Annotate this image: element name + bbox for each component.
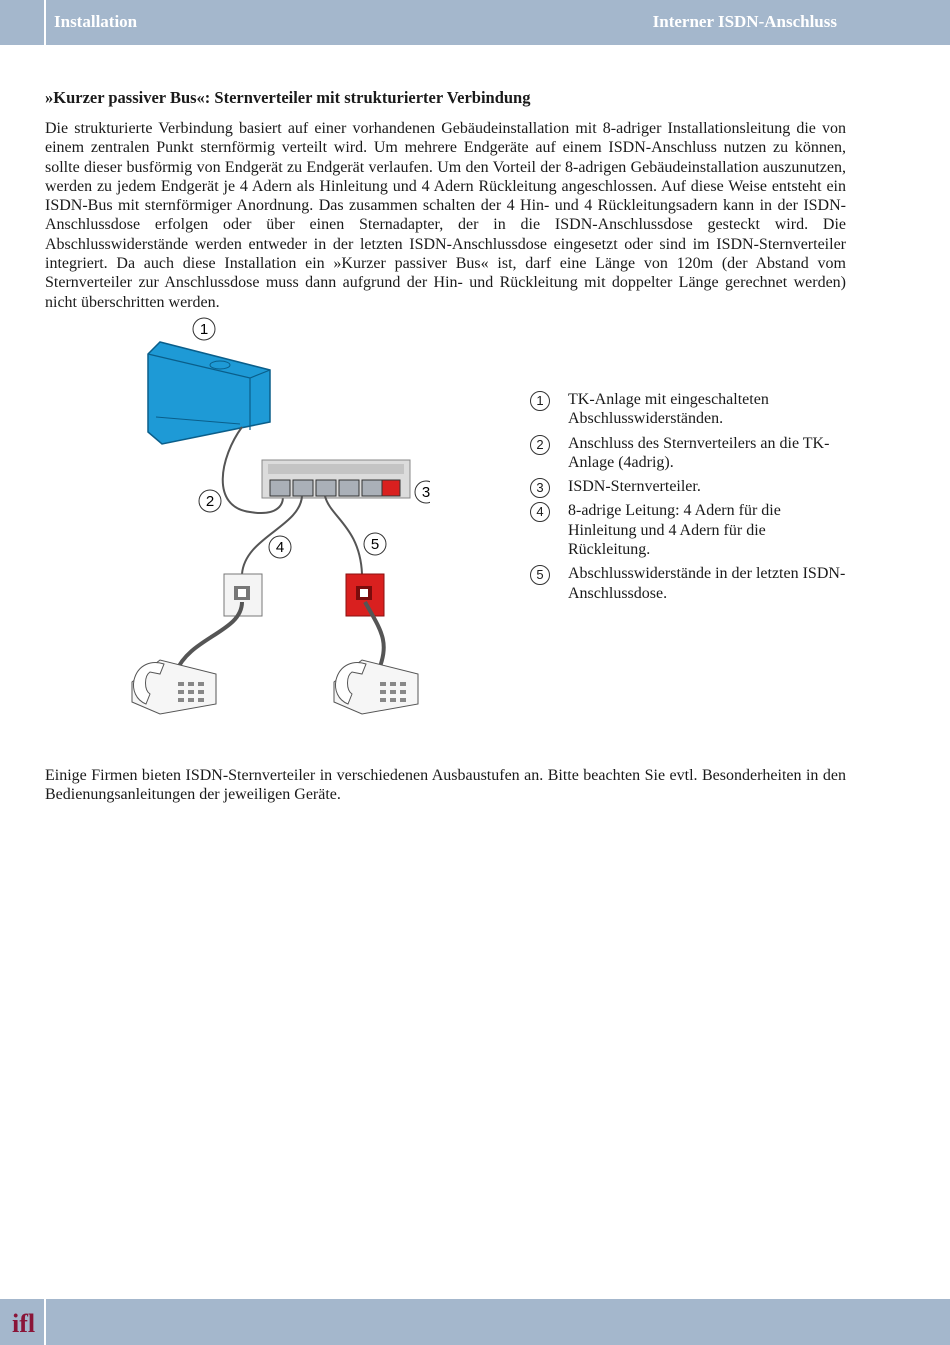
section-title: »Kurzer passiver Bus«: Sternverteiler mit strukturierter Verbindung <box>45 88 531 107</box>
legend-item <box>530 434 850 473</box>
paragraph-intro: Die strukturierte Verbindung basiert auf einer vorhandenen Gebäudeinstallation mit 8-adriger Installationsleitung die von einem zentralen Punkt sternförmig verteilt wird. Um mehrere Endgeräte auf einem ISDN-Anschluss nutzen zu können, sollte dieser busförmig von Endgerät zu Endgerät verlaufen. Um den Vorteil der 8-adrigen Gebäudeinstallation auszunutzen, werden zu jedem Endgerät je 4 Adern als Hinleitung und 4 Adern Rückleitung angeschlossen. Auf diese Weise entsteht ein ISDN-Bus mit sternförmiger Anordnung. Das zusammen schalten der 4 Hin- und 4 Rückleitungsadern kann in der ISDN-Anschlussdose erfolgen oder über einen Sternadapter, der in die ISDN-Anschlussdose gesteckt wird. Die Abschlusswiderstände werden entweder in der letzten ISDN-Anschlussdose eingesetzt oder sind im ISDN-Sternverteiler integriert. Da auch diese Installation ein »Kurzer passiver Bus« ist, darf eine Länge von 120m (der Abstand vom Sternverteiler zur Anschlussdose muss dann aufgrund der Hin- und Rückleitung mit doppelter Länge gerechnet werden) nicht überschritten werden. <box>45 120 846 311</box>
svg-text:4: 4 <box>275 539 285 556</box>
callout-4 <box>269 536 291 558</box>
legend-item <box>530 564 850 603</box>
legend-number: 3 <box>530 478 550 498</box>
svg-text:5: 5 <box>370 536 380 553</box>
callout-2 <box>199 490 221 512</box>
legend-text: TK-Anlage mit eingeschalteten Abschlusswiderständen. <box>568 391 769 428</box>
installation-diagram <box>120 312 430 722</box>
legend-text: ISDN-Sternverteiler. <box>568 478 701 496</box>
legend-text: 8-adrige Leitung: 4 Adern für die Hinleitung und 4 Adern für die Rückleitung. <box>568 502 781 559</box>
tk-anlage-device <box>148 342 270 444</box>
callout-1 <box>193 318 215 340</box>
legend-item <box>530 501 850 559</box>
footer-tab <box>0 1299 46 1345</box>
legend-item <box>530 390 850 429</box>
telephone-1 <box>132 660 216 714</box>
legend-item <box>530 477 850 496</box>
isdn-sternverteiler <box>262 460 410 498</box>
legend-number: 4 <box>530 502 550 522</box>
cable-to-socket-1 <box>242 496 302 574</box>
svg-text:3: 3 <box>421 484 430 501</box>
legend-number: 1 <box>530 391 550 411</box>
telephone-2 <box>334 660 418 714</box>
callout-5 <box>364 533 386 555</box>
page-header <box>0 0 950 45</box>
diagram-legend <box>530 390 850 608</box>
paragraph-note: Einige Firmen bieten ISDN-Sternverteiler in verschiedenen Ausbaustufen an. Bitte beachten Sie evtl. Besonderheiten in den Bedienungsanleitungen der jeweiligen Geräte. <box>45 767 846 804</box>
callout-3 <box>415 481 430 503</box>
isdn-socket-1 <box>224 574 262 616</box>
isdn-socket-terminated <box>346 574 384 616</box>
header-tab <box>0 0 46 45</box>
brand-logo: ifl <box>12 1309 36 1338</box>
legend-number: 2 <box>530 435 550 455</box>
page-footer <box>0 1299 950 1345</box>
header-section: Interner ISDN-Anschluss <box>652 12 837 31</box>
header-chapter: Installation <box>54 12 138 31</box>
legend-number: 5 <box>530 565 550 585</box>
legend-text: Anschluss des Sternverteilers an die TK-Anlage (4adrig). <box>568 434 830 471</box>
svg-text:1: 1 <box>199 321 209 338</box>
svg-text:2: 2 <box>205 493 215 510</box>
cable-to-socket-2 <box>325 496 362 574</box>
legend-text: Abschlusswiderstände in der letzten ISDN-Anschlussdose. <box>568 565 846 602</box>
